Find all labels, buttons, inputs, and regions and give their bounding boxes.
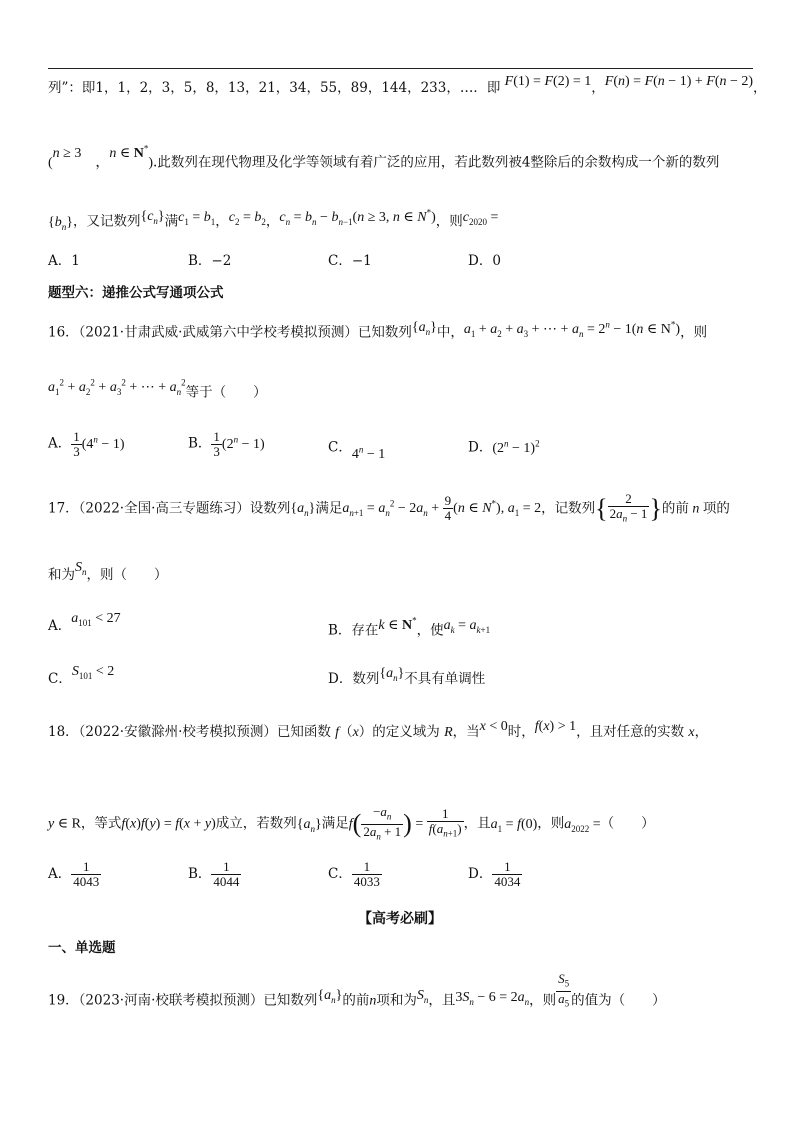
q17-option-a: A．$a_{101} < 27$ [48, 611, 121, 634]
q18-option-c: C． $\frac{1}{4033}$ [328, 859, 380, 889]
q17-line-1: 17．（2022·全国·高三专题练习）设数列$\{a_n\}$满足$a_{n+1} = a_n^2 - 2a_n$ + $\frac{9}{4}$ (n ∈ N*), $a_1 = 2$，记数列{ $\frac{2}{2a_n - 1}$ }的前 n 项的 [48, 491, 730, 524]
q15-line-3: $\{b_n\}$，又记数列$\{c_n\}$满$c_1 = b_1$，$c_2 = b_2$，$c_n = b_n - b_{n-1}(n \ge 3$, n ∈ N*)，则$c_{2020}$ = [48, 207, 499, 232]
q16-option-a: A． $\frac{1}{3}$ $(4^n - 1)$ [48, 428, 125, 459]
q16-option-c: C．$4^n - 1$ [328, 439, 386, 462]
q18-option-b: B． $\frac{1}{4044}$ [188, 859, 240, 889]
q15-option-a: A．1 [48, 253, 80, 269]
section-6-heading: 题型六：递推公式写通项公式 [48, 285, 224, 301]
q19-line-1: 19．（2023·河南·校联考模拟预测）已知数列$\{a_n\}$的前n项和为$S_n$，且$3S_n - 6 = 2a_n$，则 $\frac{S_5}{a_5}$ 的值为（ ） [48, 971, 666, 1009]
header-rule [48, 68, 753, 69]
gaokao-heading: 【高考必刷】 [358, 911, 442, 927]
q17-option-c: C．$S_{101} < 2$ [48, 664, 115, 687]
q16-option-b: B． $\frac{1}{3}$ $(2^n - 1)$ [188, 428, 265, 459]
q17-option-d: D．数列$\{a_n\}$不具有单调性 [328, 666, 486, 687]
q16-option-d: D．$(2^n - 1)^2$ [468, 438, 540, 456]
q18-option-d: D． $\frac{1}{4034}$ [468, 859, 521, 889]
q15-line-1: 列”：即1，1，2，3，5，8，13，21，34，55，89，144，233，…．即 F(1) = F(2) = 1，F(n) = F(n − 1) + F(n − 2)， [48, 74, 767, 96]
q18-line-1: 18．（2022·安徽滁州·校考模拟预测）已知函数 f（x）的定义域为 R，当x < 0时，f(x) > 1，且对任意的实数 x， [48, 719, 709, 740]
q15-line-2: (n ≥ 3 ，n ∈ N*).此数列在现代物理及化学等领域有着广泛的应用，若此数列被4整除后的余数构成一个新的数列 [48, 143, 720, 171]
single-choice-heading: 一、单选题 [48, 940, 116, 956]
q16-line-2: $a_1^2 + a_2^2 + a_3^2$ + ⋯ + $a_n^2$等于（ ） [48, 377, 267, 401]
q17-line-2: 和为$S_n$，则（ ） [48, 560, 168, 583]
q18-line-2: y ∈ R，等式f(x)f(y) = f(x + y)成立，若数列$\{a_n\}$满足f( $\frac{-a_n}{2a_n + 1}$ ) = $\frac{1}{f(a_{n+1})}$ ，且$a_1 = f(0)$，则$a_{2022}$ =（ ） [48, 804, 655, 842]
q18-option-a: A． $\frac{1}{4043}$ [48, 859, 100, 889]
q15-option-c: C．−1 [328, 253, 372, 269]
q15-option-d: D．0 [468, 253, 501, 269]
q15-option-b: B．−2 [188, 253, 232, 269]
q16-line-1: 16．（2021·甘肃武威·武威第六中学校考模拟预测）已知数列$\{a_n\}$中，$a_1 + a_2 + a_3$ + ⋯ + $a_n = 2^n - 1(n$ ∈ N*)，则 [48, 319, 708, 341]
q17-option-b: B．存在k ∈ N*，使$a_k = a_{k+1}$ [328, 615, 491, 639]
